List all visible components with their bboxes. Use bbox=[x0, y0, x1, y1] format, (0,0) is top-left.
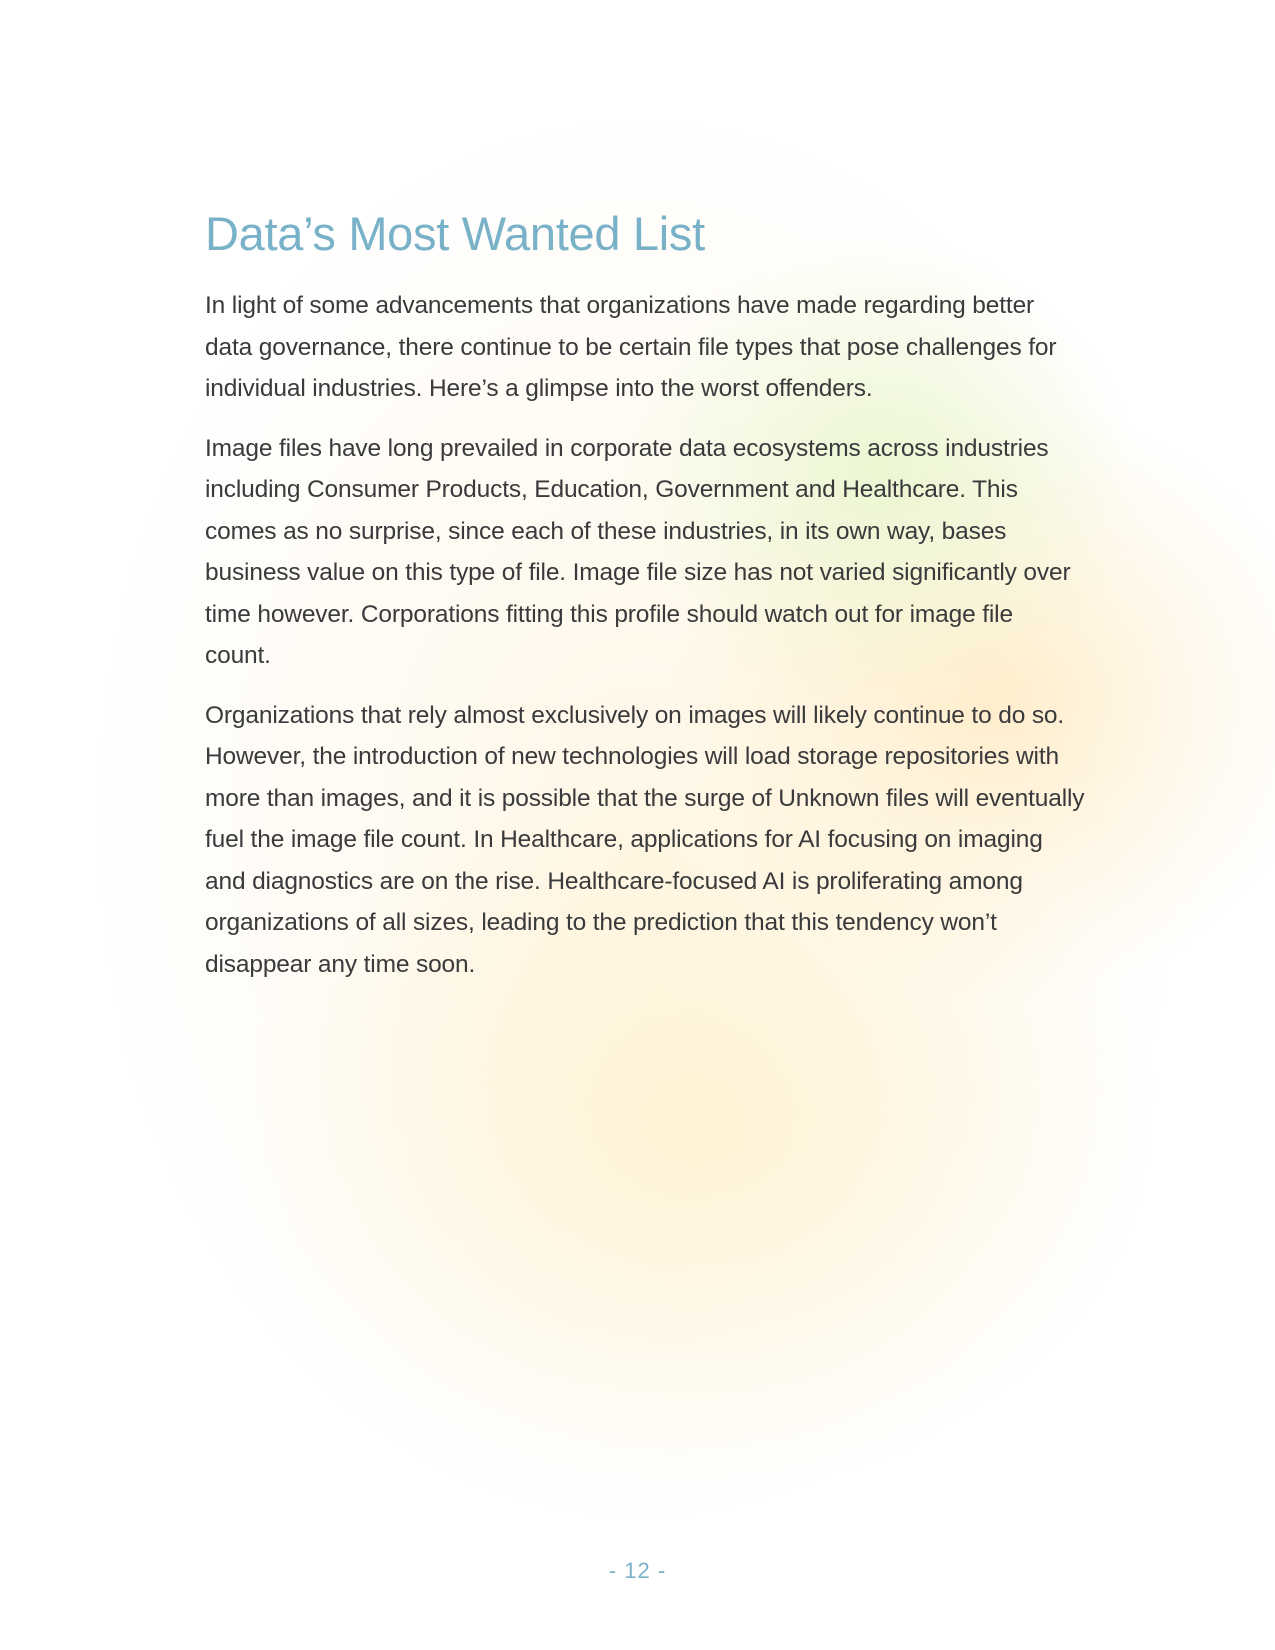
page-title: Data’s Most Wanted List bbox=[205, 207, 705, 260]
page-number: - 12 - bbox=[608, 1558, 667, 1583]
paragraph-organizations: Organizations that rely almost exclusively on images will likely continue to do so. However, the introduction of new technologies will load storage repositories with more than images, and it is possible that the surge of Unknown files will eventually fuel the image file count. In Healthcare, applications for AI focusing on imaging and diagnostics are on the rise. Healthcare-focused AI is proliferating among organizations of all sizes, leading to the prediction that this tendency won’t disappear any time soon. bbox=[205, 701, 1085, 978]
paragraph-intro: In light of some advancements that organizations have made regarding better data governance, there continue to be certain file types that pose challenges for individual industries. Here’s a glimpse into the worst offenders. bbox=[205, 292, 1057, 402]
document-body bbox=[205, 205, 1085, 1003]
paragraph-image-files: Image files have long prevailed in corporate data ecosystems across industries including Consumer Products, Education, Government and Healthcare. This comes as no surprise, since each of these industries, in its own way, bases business value on this type of file. Image file size has not varied significantly over time however. Corporations fitting this profile should watch out for image file count. bbox=[205, 434, 1071, 669]
